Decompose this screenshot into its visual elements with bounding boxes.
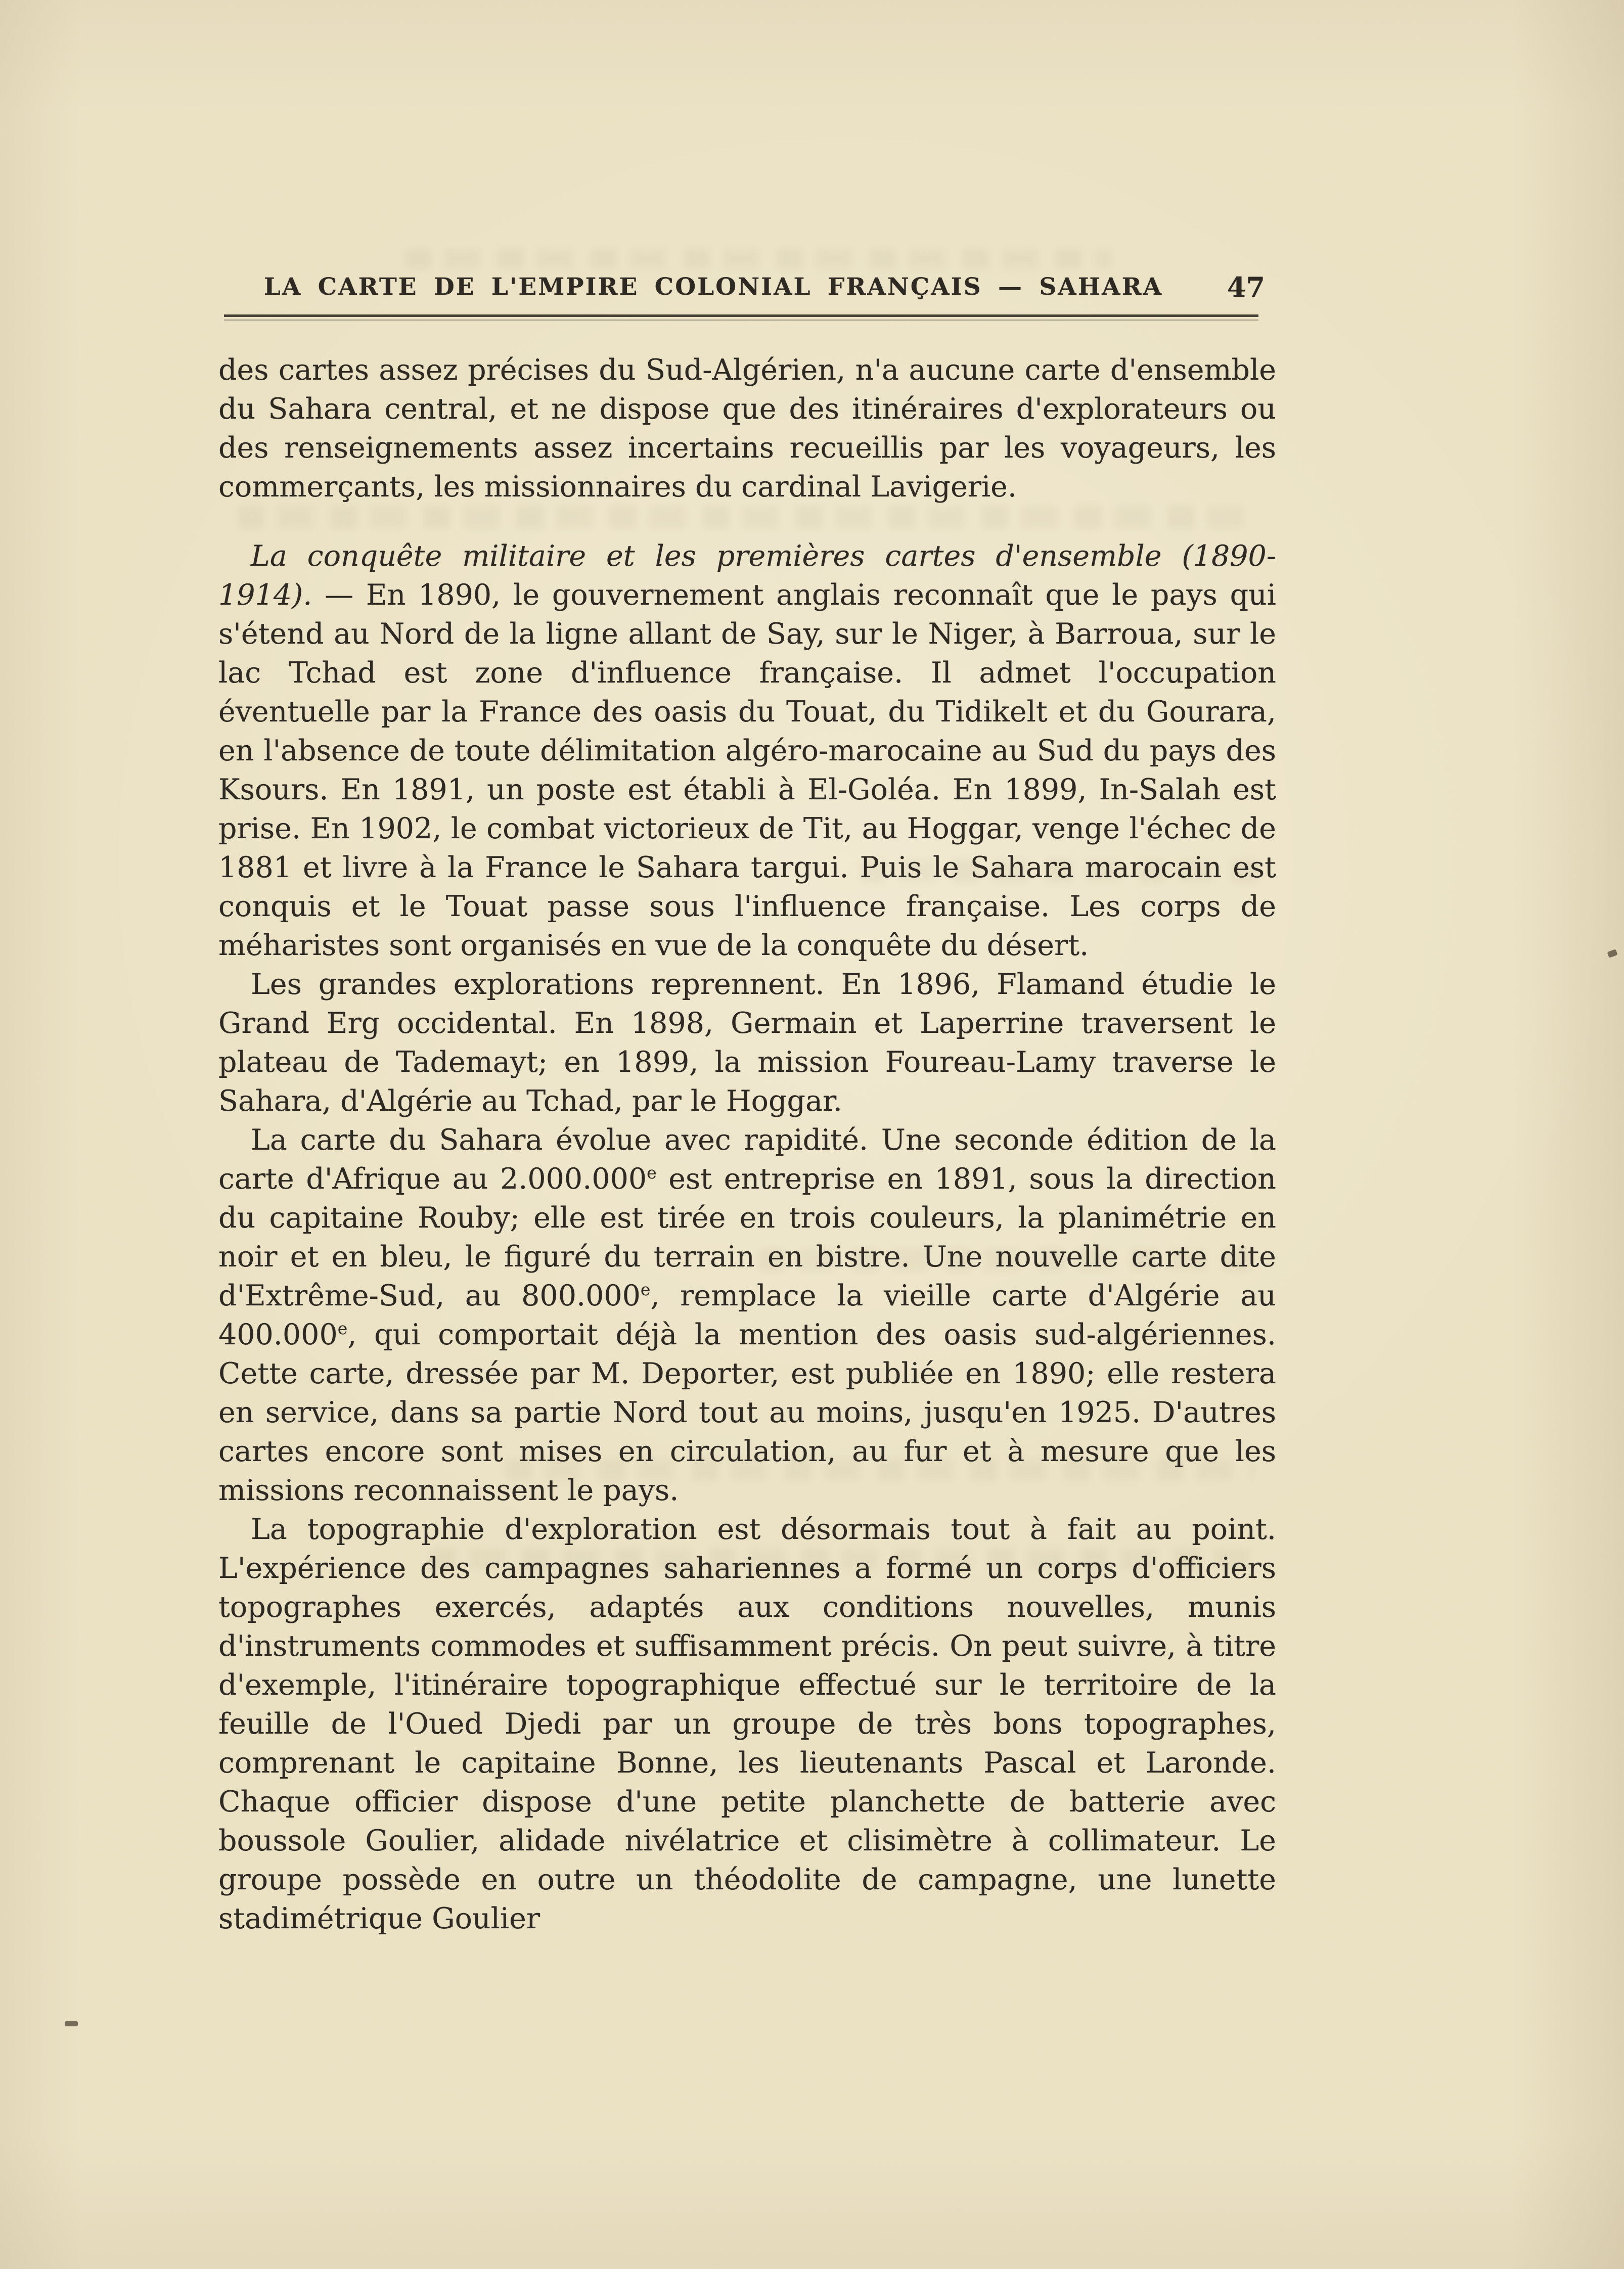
text-segment: La conquête militaire et les premières cartes d'ensemble (1890-1914). xyxy=(218,539,1276,612)
text-segment: des cartes assez précises du Sud-Algérien, n'a aucune carte d'ensemble du Sahara central, et ne dispose que des itinéraires d'explorateurs ou des renseignements assez incertains recueillis par les voyageurs, les commerçants, les missionnaires du cardinal Lavigerie. xyxy=(218,353,1276,504)
paragraph xyxy=(218,1121,1276,1510)
text-segment: La topographie d'exploration est désormais tout à fait au point. L'expérience des campagnes sahariennes a formé un corps d'officiers topographes exercés, adaptés aux conditions nouvelles, munis d'instruments commodes et suffisamment précis. On peut suivre, à titre d'exemple, l'itinéraire topographique effectué sur le territoire de la feuille de l'Oued Djedi par un groupe de très bons topographes, comprenant le capitaine Bonne, les lieutenants Pascal et Laronde. Chaque officier dispose d'une petite planchette de batterie avec boussole Goulier, alidade nivélatrice et clisimètre à collimateur. Le groupe possède en outre un théodolite de campagne, une lunette stadimétrique Goulier xyxy=(218,1513,1276,1935)
text-segment: e xyxy=(640,1280,651,1299)
text-segment: , remplace la vieille carte d'Algérie au 400.000 xyxy=(218,1279,1276,1351)
paragraph xyxy=(218,1510,1276,1938)
ink-speck xyxy=(65,2021,78,2026)
text-segment: Les grandes explorations reprennent. En 1896, Flamand étudie le Grand Erg occidental. En 1898, Germain et Laperrine traversent le plateau de Tademayt; en 1899, la mission Foureau-Lamy traverse le Sahara, d'Algérie au Tchad, par le Hoggar. xyxy=(218,968,1276,1118)
paragraph xyxy=(218,537,1276,965)
text-segment: e xyxy=(337,1319,348,1338)
header-rule xyxy=(224,314,1258,321)
paragraph xyxy=(218,965,1276,1121)
running-header xyxy=(222,273,1265,308)
show-through-ghost xyxy=(404,249,1112,269)
paragraph xyxy=(218,351,1276,507)
body-text xyxy=(218,351,1276,1938)
ink-speck xyxy=(1607,949,1617,958)
page-number: 47 xyxy=(1227,271,1265,303)
text-segment: — En 1890, le gouvernement anglais reconnaît que le pays qui s'étend au Nord de la ligne allant de Say, sur le Niger, à Barroua, sur le lac Tchad est zone d'influence française. Il admet l'occupation éventuelle par la France des oasis du Touat, du Tidikelt et du Gourara, en l'absence de toute délimitation algéro-marocaine au Sud du pays des Ksours. En 1891, un poste est établi à El-Goléa. En 1899, In-Salah est prise. En 1902, le combat victorieux de Tit, au Hoggar, venge l'échec de 1881 et livre à la France le Sahara targui. Puis le Sahara marocain est conquis et le Touat passe sous l'influence française. Les corps de méharistes sont organisés en vue de la conquête du désert. xyxy=(218,578,1276,962)
text-segment: , qui comportait déjà la mention des oasis sud-algériennes. Cette carte, dressée par M. Deporter, est publiée en 1890; elle restera en service, dans sa partie Nord tout au moins, jusqu'en 1925. D'autres cartes encore sont mises en circulation, au fur et à mesure que les missions reconnaissent le pays. xyxy=(218,1318,1276,1507)
running-header-title: LA CARTE DE L'EMPIRE COLONIAL FRANÇAIS — SAHARA xyxy=(263,273,1163,301)
text-segment: e xyxy=(647,1163,657,1183)
text-segment: est entreprise en 1891, sous la direction du capitaine Rouby; elle est tirée en trois couleurs, la planimétrie en noir et en bleu, le figuré du terrain en bistre. Une nouvelle carte dite d'Extrême-Sud, au 800.000 xyxy=(218,1162,1276,1312)
text-segment: La carte du Sahara évolue avec rapidité. Une seconde édition de la carte d'Afrique au 2.000.000 xyxy=(218,1123,1276,1196)
